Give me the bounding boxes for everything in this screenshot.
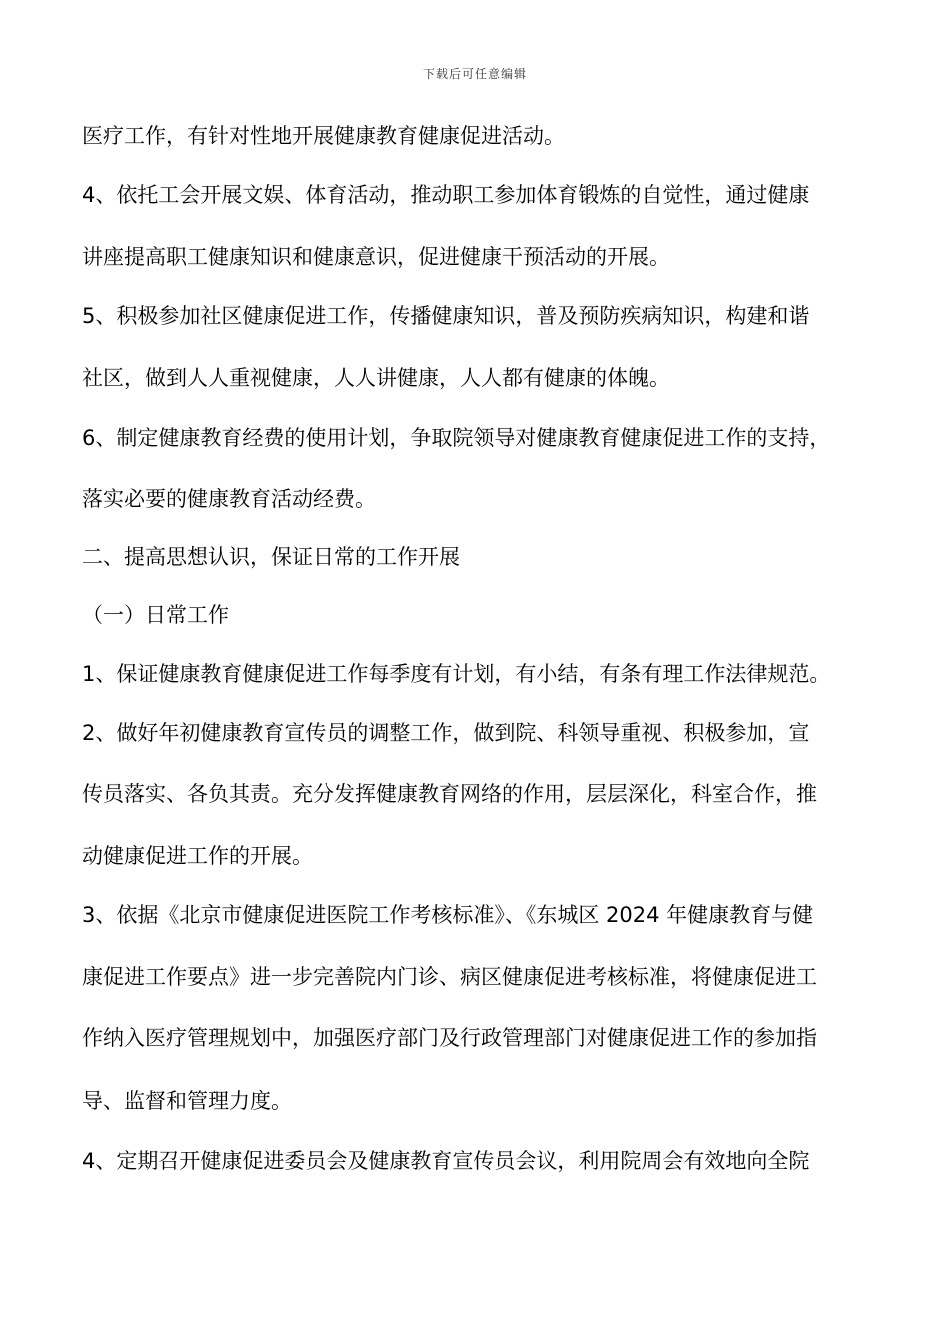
paragraph-line: 讲座提高职工健康知识和健康意识，促进健康干预活动的开展。: [82, 245, 670, 269]
paragraph-line: 3、依据《北京市健康促进医院工作考核标准》、《东城区 2024 年健康教育与健: [82, 903, 814, 927]
subsection-heading: （一）日常工作: [82, 603, 229, 627]
page-header: 下载后可任意编辑: [422, 67, 527, 81]
paragraph-line: 导、监督和管理力度。: [82, 1089, 292, 1113]
paragraph-line: 4、定期召开健康促进委员会及健康教育宣传员会议，利用院周会有效地向全院: [82, 1149, 810, 1173]
paragraph-line: 康促进工作要点》进一步完善院内门诊、病区健康促进考核标准，将健康促进工: [82, 965, 817, 989]
paragraph-line: 社区，做到人人重视健康，人人讲健康，人人都有健康的体魄。: [82, 366, 670, 390]
paragraph-line: 落实必要的健康教育活动经费。: [82, 487, 376, 511]
paragraph-line: 1、保证健康教育健康促进工作每季度有计划，有小结，有条有理工作法律规范。: [82, 662, 831, 686]
paragraph-line: 作纳入医疗管理规划中，加强医疗部门及行政管理部门对健康促进工作的参加指: [82, 1026, 817, 1050]
paragraph-line: 传员落实、各负其责。充分发挥健康教育网络的作用，层层深化，科室合作，推: [82, 782, 817, 806]
paragraph-line: 医疗工作，有针对性地开展健康教育健康促进活动。: [82, 124, 565, 148]
paragraph-line: 动健康促进工作的开展。: [82, 844, 313, 868]
paragraph-line: 5、积极参加社区健康促进工作，传播健康知识，普及预防疾病知识，构建和谐: [82, 304, 810, 328]
section-heading: 二、提高思想认识，保证日常的工作开展: [82, 545, 460, 569]
paragraph-line: 4、依托工会开展文娱、体育活动，推动职工参加体育锻炼的自觉性，通过健康: [82, 183, 810, 207]
paragraph-line: 6、制定健康教育经费的使用计划，争取院领导对健康教育健康促进工作的支持，: [82, 426, 831, 450]
paragraph-line: 2、做好年初健康教育宣传员的调整工作，做到院、科领导重视、积极参加，宣: [82, 721, 810, 745]
